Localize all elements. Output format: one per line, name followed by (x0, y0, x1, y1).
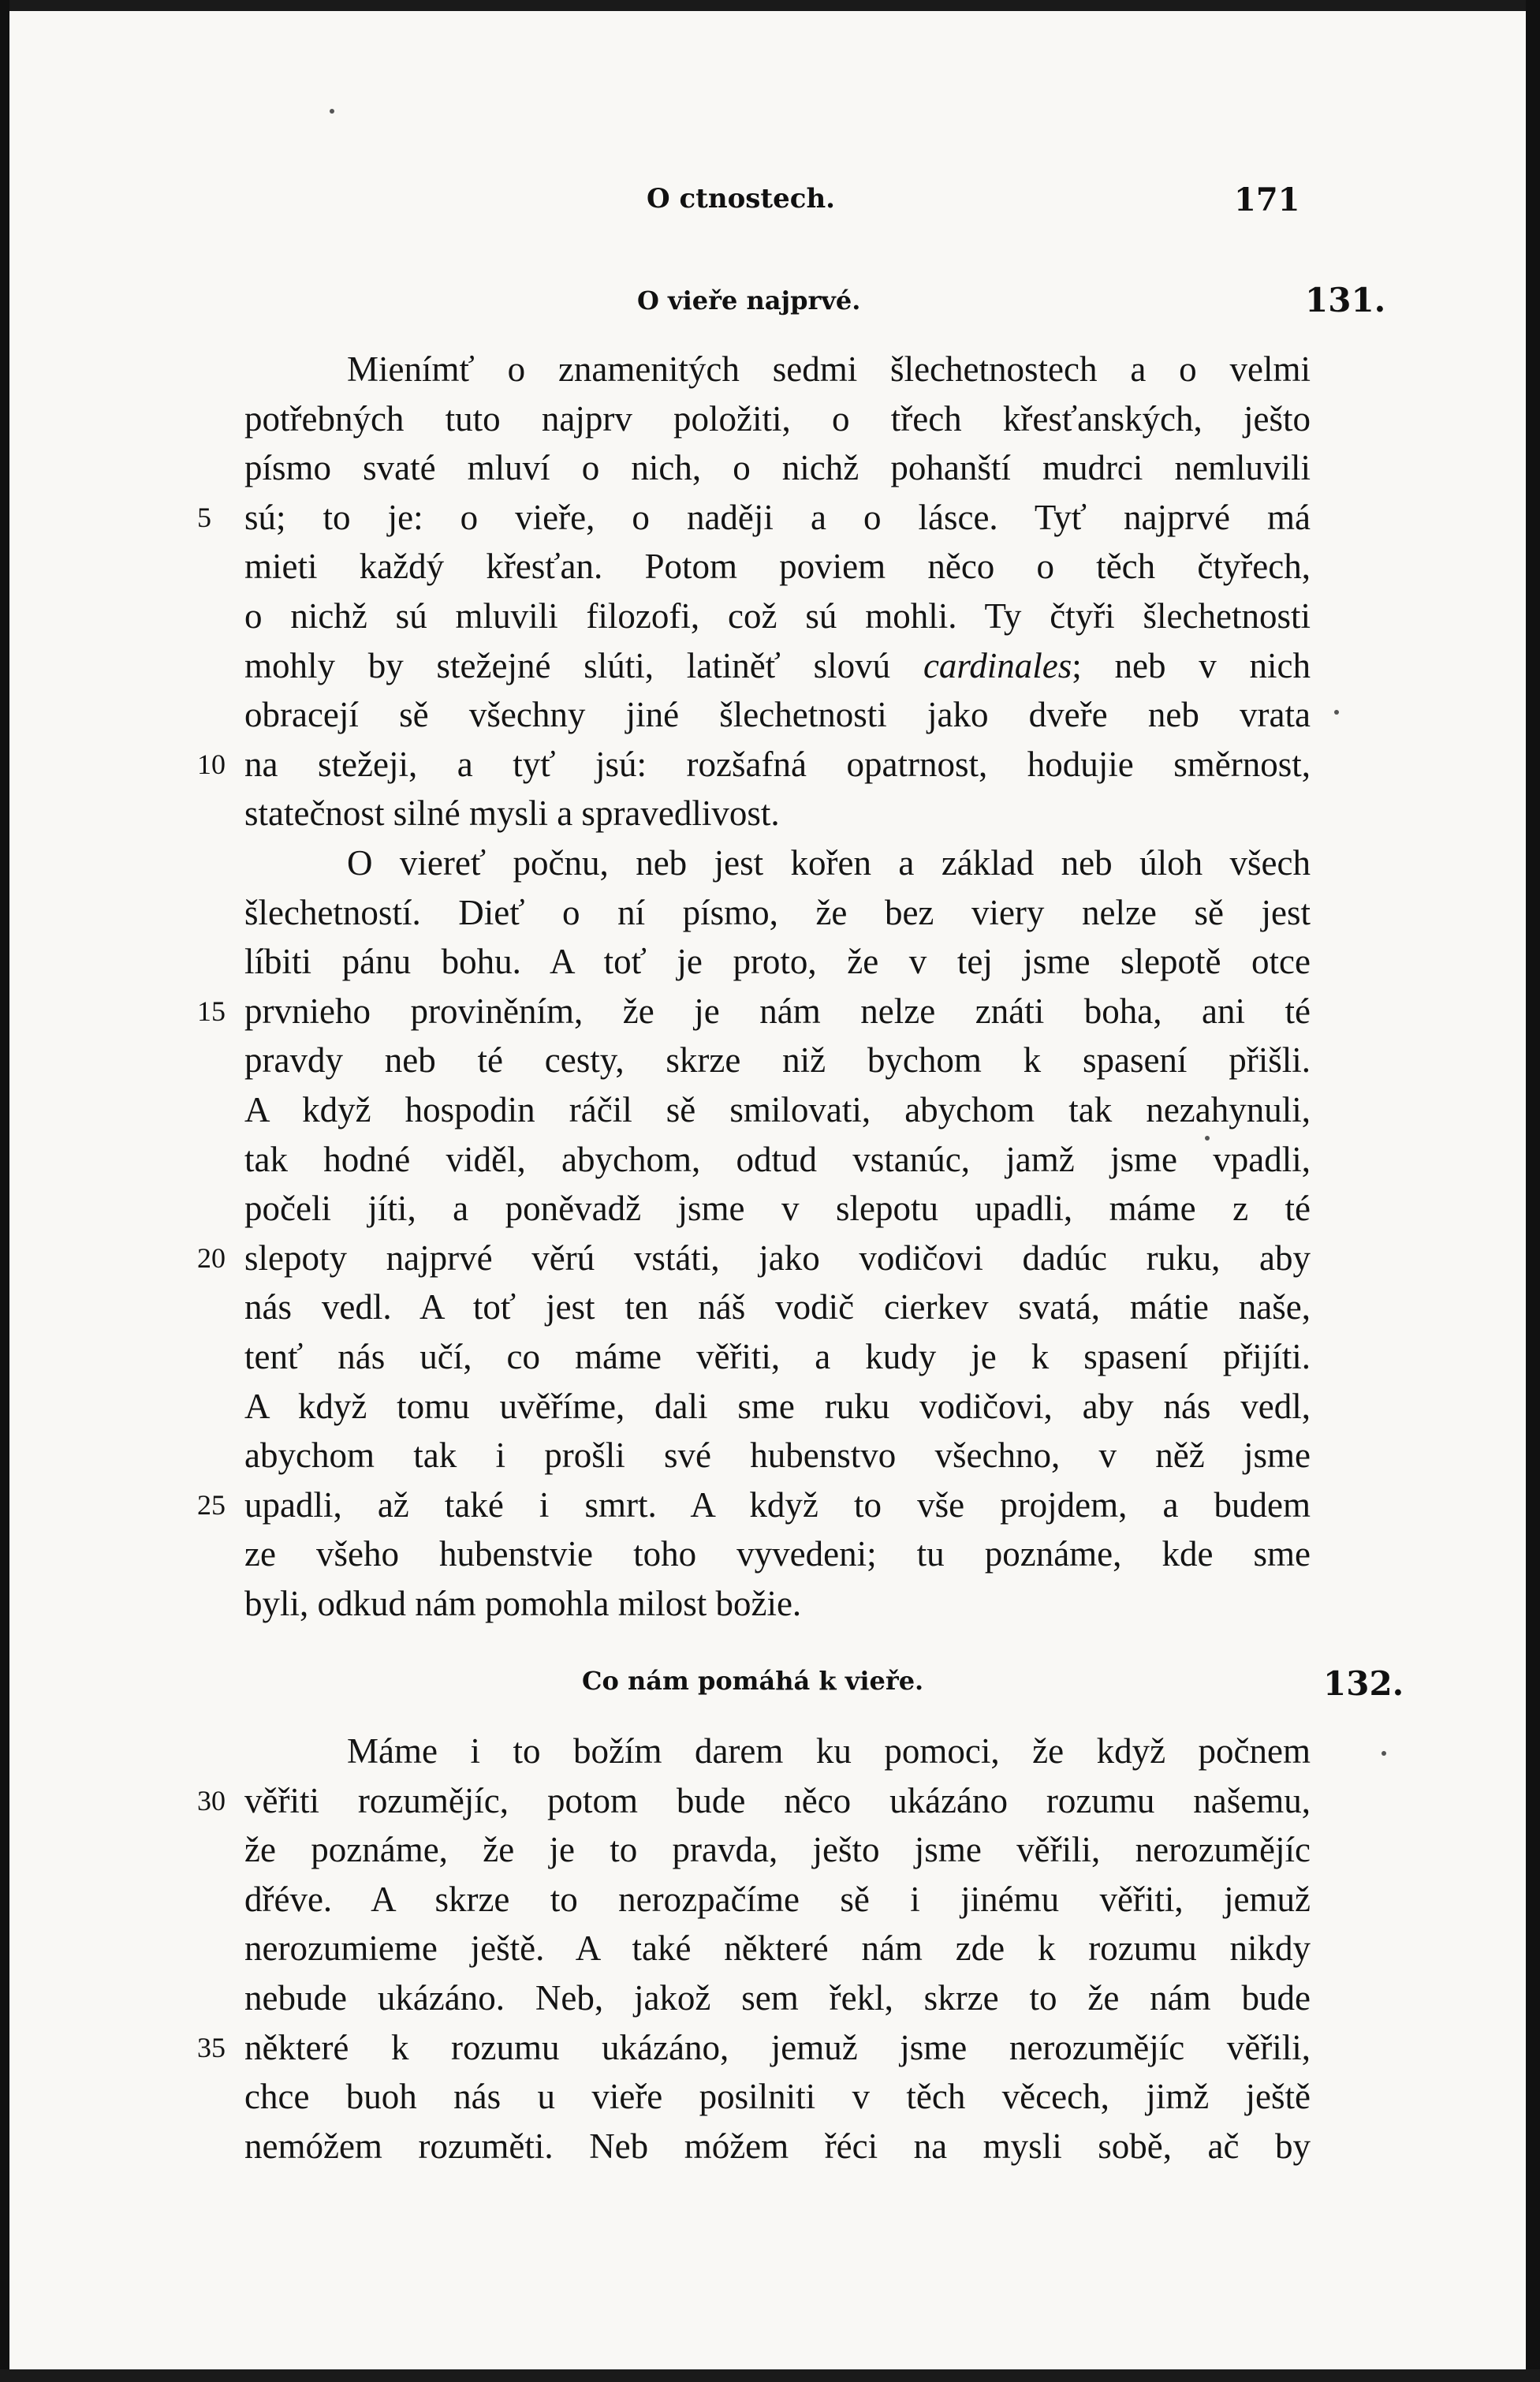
scan-speck (1382, 1751, 1386, 1756)
line-number: 20 (197, 1242, 226, 1274)
text-line: nebude ukázáno. Neb, jakož sem řekl, skrze to že nám bude (244, 1978, 1311, 2018)
text-line: nás vedl. A toť jest ten náš vodič cierkev svatá, mátie naše, (244, 1287, 1311, 1327)
text-line: slepoty najprvé věrú vstáti, jako vodičovi dadúc ruku, aby (244, 1238, 1311, 1278)
text-line: pravdy neb té cesty, skrze niž bychom k spasení přišli. (244, 1040, 1311, 1080)
text-line: tak hodné viděl, abychom, odtud vstanúc, jamž jsme vpadli, (244, 1140, 1311, 1179)
text-line: sú; to je: o vieře, o naději a o lásce. Tyť najprvé má (244, 498, 1311, 537)
text-line: nerozumieme ještě. A také některé nám zde k rozumu nikdy (244, 1928, 1311, 1968)
line-number: 25 (197, 1489, 226, 1521)
text-line: některé k rozumu ukázáno, jemuž jsme nerozumějíc věřili, (244, 2028, 1311, 2067)
text-line: na stežeji, a tyť jsú: rozšafná opatrnost, hodujie směrnost, (244, 745, 1311, 784)
scan-speck (1334, 710, 1339, 715)
text-line: byli, odkud nám pomohla milost božie. (244, 1584, 802, 1623)
text-line: statečnost silné mysli a spravedlivost. (244, 793, 780, 833)
text-line: tenť nás učí, co máme věřiti, a kudy je k spasení přijíti. (244, 1337, 1311, 1376)
text-line: písmo svaté mluví o nich, o nichž pohanští mudrci nemluvili (244, 448, 1311, 487)
text-line: abychom tak i prošli své hubenstvo všechno, v něž jsme (244, 1436, 1311, 1475)
text-line: ze všeho hubenstvie toho vyvedeni; tu poznáme, kde sme (244, 1534, 1311, 1574)
text-line: mieti každý křesťan. Potom poviem něco o těch čtyřech, (244, 547, 1311, 586)
section-number: 131. (1305, 281, 1386, 319)
text-line: A když hospodin ráčil sě smilovati, abychom tak nezahynuli, (244, 1090, 1311, 1129)
section-title: O vieře najprvé. (637, 286, 861, 315)
text-line: prvnieho proviněním, že je nám nelze znáti boha, ani té (244, 991, 1311, 1031)
text-line: nemóžem rozuměti. Neb móžem řéci na mysli sobě, ač by (244, 2126, 1311, 2166)
line-number: 5 (197, 502, 211, 533)
scan-border-right (1526, 0, 1540, 2382)
text-line: líbiti pánu bohu. A toť je proto, že v tej jsme slepotě otce (244, 942, 1311, 981)
scan-speck (330, 109, 334, 114)
page-number: 171 (1234, 181, 1300, 218)
text-line: obracejí sě všechny jiné šlechetnosti jako dveře neb vrata (244, 695, 1311, 734)
text-line: Máme i to božím darem ku pomoci, že když počnem (347, 1731, 1311, 1771)
section-title: Co nám pomáhá k vieře. (582, 1666, 924, 1696)
text-line: A když tomu uvěříme, dali sme ruku vodičovi, aby nás vedl, (244, 1387, 1311, 1426)
text-line: Mienímť o znamenitých sedmi šlechetnostech a o velmi (347, 349, 1311, 389)
text-line: věřiti rozumějíc, potom bude něco ukázáno rozumu našemu, (244, 1781, 1311, 1820)
text-line: počeli jíti, a poněvadž jsme v slepotu upadli, máme z té (244, 1189, 1311, 1228)
text-line: potřebných tuto najprv položiti, o třech křesťanských, ješto (244, 399, 1311, 439)
text-line: upadli, až také i smrt. A když to vše projdem, a budem (244, 1485, 1311, 1525)
running-head: O ctnostech. (647, 183, 835, 215)
scan-border-top (0, 0, 1540, 11)
scan-border-left (0, 0, 9, 2382)
text-line: chce buoh nás u vieře posilniti v těch věcech, jimž ještě (244, 2077, 1311, 2116)
text-line: dřéve. A skrze to nerozpačíme sě i jinému věřiti, jemuž (244, 1880, 1311, 1919)
text-line: O viereť počnu, neb jest kořen a základ neb úloh všech (347, 843, 1311, 883)
text-line: šlechetností. Dieť o ní písmo, že bez viery nelze sě jest (244, 893, 1311, 932)
text-line: že poznáme, že je to pravda, ješto jsme věřili, nerozumějíc (244, 1830, 1311, 1869)
text-line: mohly by stežejné slúti, latiněť slovú cardinales; neb v nich (244, 646, 1311, 685)
line-number: 15 (197, 995, 226, 1027)
line-number: 10 (197, 749, 226, 780)
scan-border-bottom (0, 2369, 1540, 2382)
line-number: 35 (197, 2032, 226, 2063)
section-number: 132. (1323, 1664, 1404, 1703)
text-line: o nichž sú mluvili filozofi, což sú mohli. Ty čtyři šlechetnosti (244, 596, 1311, 636)
line-number: 30 (197, 1785, 226, 1816)
